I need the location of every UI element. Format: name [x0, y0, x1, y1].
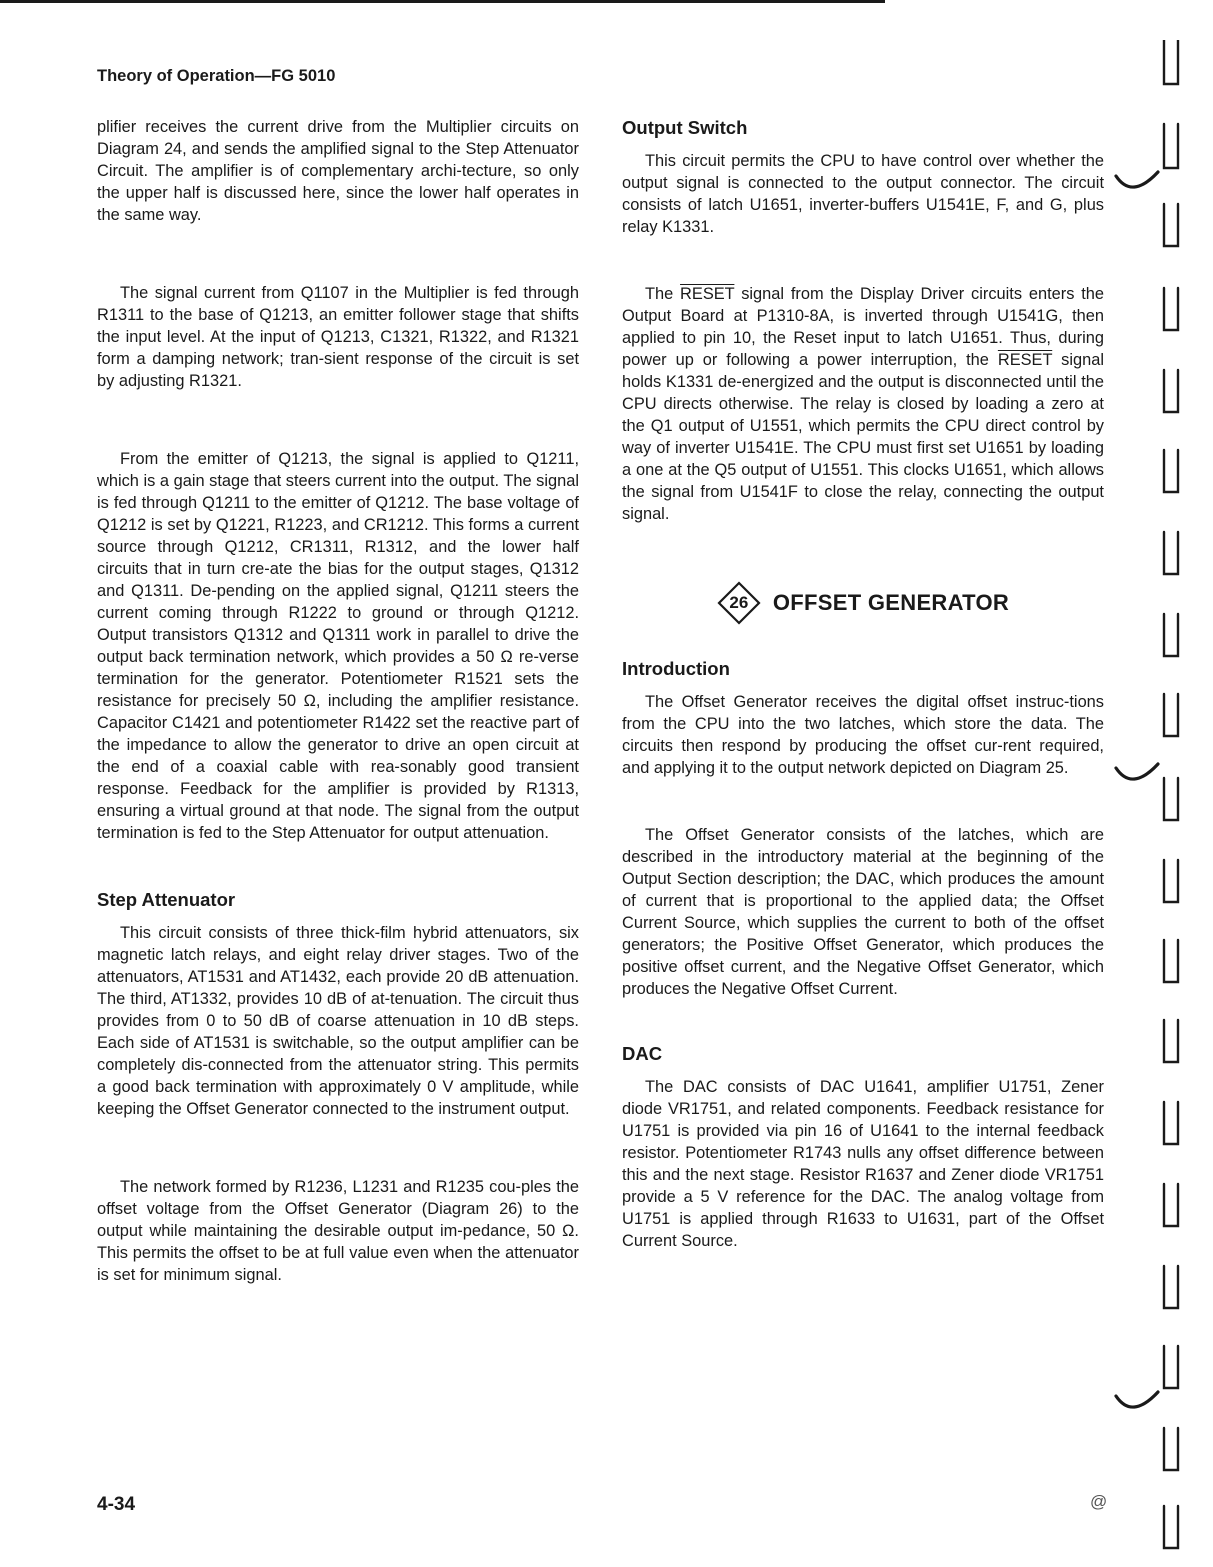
binding-mark: [1164, 940, 1178, 982]
step-attenuator-heading: Step Attenuator: [97, 889, 236, 910]
paragraph: This circuit consists of three thick-film hybrid attenuators, six magnetic latch relays, and eight relay driver stages. Two of the attenuators, AT1531 and AT1432, each provide 20 dB attenuation. The third, AT1332, provides 10 dB of at-tenuation. The circuit thus provides from 0 to 50 dB of coarse attenuation in 10 dB steps. Each side of AT1531 is switchable, so the output amplifier can be completely dis-connected from the attenuator string. This permits a good back termination with approximately 0 V amplitude, while keeping the Offset Generator connected to the instrument output.: [97, 924, 579, 1118]
binding-mark: [1164, 124, 1178, 168]
margin-arc: [1112, 1388, 1162, 1428]
reset-signal-overbar: RESET: [997, 351, 1053, 369]
introduction-heading: Introduction: [622, 658, 730, 679]
paragraph: The Offset Generator consists of the latches, which are described in the introductory material at the beginning of the Output Section description; the DAC, which produces the amount of current that is proportional to the applied data; the Offset Current Source, which supplies the current to both of the offset generators; the Positive Offset Generator, which produces the positive offset current, and the Negative Offset Generator, which produces the Negative Offset Current.: [622, 826, 1104, 998]
paragraph: plifier receives the current drive from the Multiplier circuits on Diagram 24, and sends the amplified signal to the Step Attenuator Circuit. The amplifier is of complementary archi-tecture, so only the upper half is discussed here, since the lower half operates in the same way.: [97, 118, 579, 224]
diagram-number-badge: [717, 581, 761, 625]
binding-mark: [1164, 40, 1178, 84]
binding-mark: [1164, 450, 1178, 492]
text-run: signal from the Display Driver circuits enters the Output Board at P1310-8A, is inverted through U1541G, then applied to pin 10, the Reset input to latch U1651. Thus, during power up or following a power interruption, the: [622, 285, 1104, 369]
section-title: [622, 573, 1104, 633]
binding-mark: [1164, 1184, 1178, 1226]
copyright-mark: @: [1090, 1492, 1108, 1511]
binding-mark: [1164, 1506, 1178, 1548]
text-run: signal holds K1331 de-energized and the output is disconnected until the CPU directs otherwise. The relay is closed by loading a zero at the Q1 output of U1551, which permits the CPU direct control by way of inverter U1541E. The CPU must first set U1651 by loading a one at the Q5 output of U1551. This clocks U1651, which allows the signal from U1541F to close the relay, connecting the output signal.: [622, 351, 1104, 523]
binding-marks: [1158, 40, 1188, 1550]
right-column: [622, 116, 1104, 1252]
text-run: The: [645, 285, 681, 303]
dac-heading: DAC: [622, 1043, 663, 1064]
paragraph: From the emitter of Q1213, the signal is applied to Q1211, which is a gain stage that steers current into the output. The signal is fed through Q1211 to the emitter of Q1212. The base voltage of Q1212 is set by Q1221, R1223, and CR1212. This forms a current source through Q1212, CR1311, R1312, and the lower half circuits that in turn cre-ate the bias for the output stages, Q1312 and Q1311. De-pending on the applied signal, Q1211 steers the current coming through R1222 to ground or through Q1212. Output transistors Q1312 and Q1311 work in parallel to drive the output back termination network, which provides a 50 Ω re-verse termination for the generator. Potentiometer R1521 sets the resistance for precisely 50 Ω, including the amplifier resistance. Capacitor C1421 and potentiometer R1422 set the reactive part of the impedance to allow the generator to drive an open circuit at the end of a coaxial cable with rea-sonably good transient response. Feedback for the amplifier is provided by R1313, ensuring a virtual ground at that node. The signal from the output termination is fed to the Step Attenuator for output attenuation.: [97, 450, 579, 842]
running-head: Theory of Operation—FG 5010: [97, 67, 336, 85]
output-switch-heading: Output Switch: [622, 117, 748, 138]
margin-arc: [1112, 760, 1162, 800]
binding-mark: [1164, 860, 1178, 902]
paragraph: The Offset Generator receives the digital offset instruc-tions from the CPU into the two latches, which store the data. The circuits then respond by producing the offset cur-rent required, and applying it to the output network depicted on Diagram 25.: [622, 693, 1104, 777]
top-rule: [0, 0, 885, 3]
paragraph: The signal current from Q1107 in the Multiplier is fed through R1311 to the base of Q1213, an emitter follower stage that shifts the input level. At the input of Q1213, C1321, R1322, and R1321 form a damping network; tran-sient response of the circuit is set by adjusting R1321.: [97, 284, 579, 390]
paragraph: The network formed by R1236, L1231 and R1235 cou-ples the offset voltage from the Offset Generator (Diagram 26) to the output while maintaining the desirable output im-pedance, 50 Ω. This permits the offset to be at full value even when the attenuator is set for minimum signal.: [97, 1178, 579, 1284]
reset-signal-overbar: RESET: [680, 285, 735, 303]
left-column: [97, 116, 579, 1286]
diagram-number: 26: [729, 593, 749, 612]
binding-mark: [1164, 1266, 1178, 1308]
binding-mark: [1164, 532, 1178, 574]
paragraph: The DAC consists of DAC U1641, amplifier U1751, Zener diode VR1751, and related components. Feedback resistance for U1751 is provided via pin 16 of U1641 to the internal feedback resistor. Potentiometer R1743 nulls any offset difference between this and the next stage. Resistor R1637 and Zener diode VR1751 provide a 5 V reference for the DAC. The analog voltage from U1751 is applied through R1633 to U1631, part of the Offset Current Source.: [622, 1078, 1104, 1250]
paragraph: This circuit permits the CPU to have control over whether the output signal is connected to the output connector. The circuit consists of latch U1651, inverter-buffers U1541E, F, and G, plus relay K1331.: [622, 152, 1104, 236]
binding-mark: [1164, 1102, 1178, 1144]
section-title-text: OFFSET GENERATOR: [772, 590, 1010, 615]
binding-mark: [1164, 614, 1178, 656]
binding-mark: [1164, 204, 1178, 246]
binding-mark: [1164, 370, 1178, 412]
reset-paragraph: [622, 283, 1104, 525]
binding-mark: [1164, 1020, 1178, 1062]
binding-mark: [1164, 694, 1178, 736]
binding-mark: [1164, 778, 1178, 820]
margin-arc: [1112, 168, 1162, 208]
page-number: 4-34: [97, 1494, 136, 1515]
binding-mark: [1164, 1346, 1178, 1388]
binding-mark: [1164, 1428, 1178, 1470]
binding-mark: [1164, 288, 1178, 330]
